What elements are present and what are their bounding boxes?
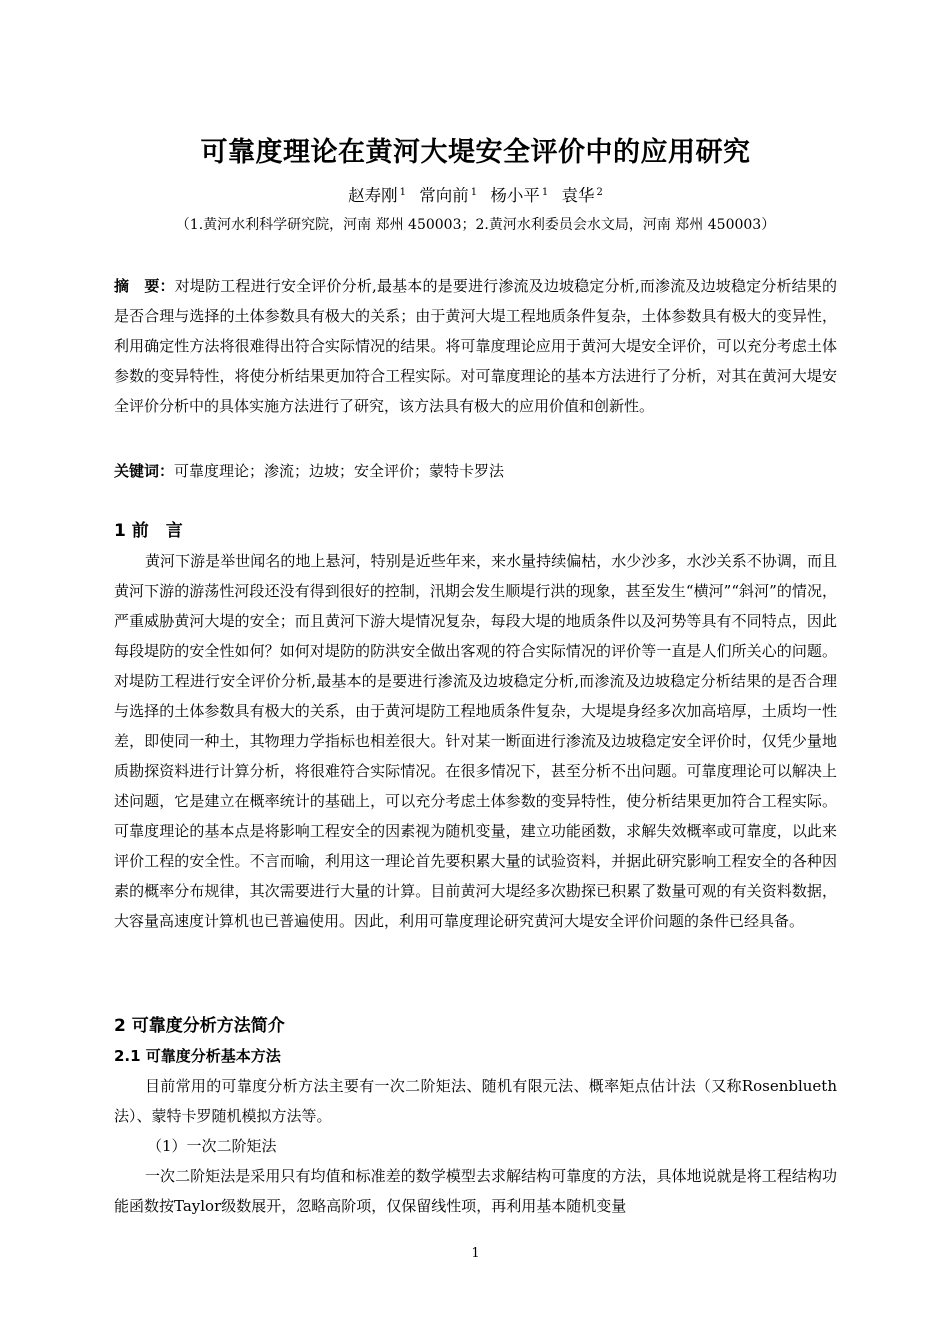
- abstract-label: 摘 要：: [114, 277, 175, 295]
- abstract: [114, 271, 837, 421]
- author: 袁华 $^2$: [561, 186, 603, 205]
- section-paragraph: 目前常用的可靠度分析方法主要有一次二阶矩法、随机有限元法、概率矩点估计法（又称Rosenblueth法）、蒙特卡罗随机模拟方法等。: [114, 1077, 837, 1125]
- abstract-text: 对堤防工程进行安全评价分析,最基本的是要进行渗流及边坡稳定分析,而渗流及边坡稳定分析结果的是否合理与选择的土体参数具有极大的关系；由于黄河大堤工程地质条件复杂，土体参数具有极大的变异性，利用确定性方法将很难得出符合实际情况的结果。将可靠度理论应用于黄河大堤安全评价，可以充分考虑土体参数的变异特性，将使分析结果更加符合工程实际。对可靠度理论的基本方法进行了分析，对其在黄河大堤安全评价分析中的具体实施方法进行了研究，该方法具有极大的应用价值和创新性。: [114, 277, 837, 415]
- author-list: [114, 180, 837, 209]
- affiliations: （1.黄河水利科学研究院，河南 郑州 450003；2.黄河水利委员会水文局，河南 郑州 450003）: [175, 217, 776, 233]
- keywords-label: 关键词：: [114, 462, 175, 480]
- section-paragraph: 黄河下游是举世闻名的地上悬河，特别是近些年来，来水量持续偏枯，水少沙多，水沙关系不协调，而且黄河下游的游荡性河段还没有得到很好的控制，汛期会发生顺堤行洪的现象，甚至发生“横河”“斜河”的情况，严重威胁黄河大堤的安全；而且黄河下游大堤情况复杂，每段大堤的地质条件以及河势等具有不同特点，因此每段堤防的安全性如何？如何对堤防的防洪安全做出客观的符合实际情况的评价等一直是人们所关心的问题。对堤防工程进行安全评价分析,最基本的是要进行渗流及边坡稳定分析,而渗流及边坡稳定分析结果的是否合理与选择的土体参数具有极大的关系，由于黄河堤防工程地质条件复杂，大堤堤身经多次加高培厚，土质均一性差，即使同一种土，其物理力学指标也相差很大。针对某一断面进行渗流及边坡稳定安全评价时，仅凭少量地质勘探资料进行计算分析，将很难符合实际情况。在很多情况下，甚至分析不出问题。可靠度理论可以解决上述问题，它是建立在概率统计的基础上，可以充分考虑土体参数的变异特性，使分析结果更加符合工程实际。可靠度理论的基本点是将影响工程安全的因素视为随机变量，建立功能函数，求解失效概率或可靠度，以此来评价工程的安全性。不言而喻，利用这一理论首先要积累大量的试验资料，并据此研究影响工程安全的各种因素的概率分布规律，其次需要进行大量的计算。目前黄河大堤经多次勘探已积累了数量可观的有关资料数据，大容量高速度计算机也已普遍使用。因此，利用可靠度理论研究黄河大堤安全评价问题的条件已经具备。: [114, 552, 837, 930]
- author: 常向前 $^1$: [419, 186, 478, 205]
- subsection-heading: 2.1 可靠度分析基本方法: [114, 1047, 281, 1065]
- keywords: [114, 456, 837, 486]
- keywords-text: 可靠度理论；渗流；边坡；安全评价；蒙特卡罗法: [174, 462, 505, 480]
- section-heading: 2 可靠度分析方法简介: [114, 1016, 285, 1036]
- section-paragraph: 一次二阶矩法是采用只有均值和标准差的数学模型去求解结构可靠度的方法，具体地说就是将工程结构功能函数按Taylor级数展开，忽略高阶项，仅保留线性项，再利用基本随机变量: [114, 1167, 837, 1215]
- page-number: 1: [471, 1246, 480, 1261]
- paper-title: 可靠度理论在黄河大堤安全评价中的应用研究: [200, 137, 751, 168]
- section-heading: 1 前 言: [114, 521, 183, 541]
- author: 杨小平 $^1$: [490, 186, 549, 205]
- list-item-heading: （1）一次二阶矩法: [147, 1137, 277, 1155]
- author: 赵寿刚 $^1$: [348, 186, 406, 205]
